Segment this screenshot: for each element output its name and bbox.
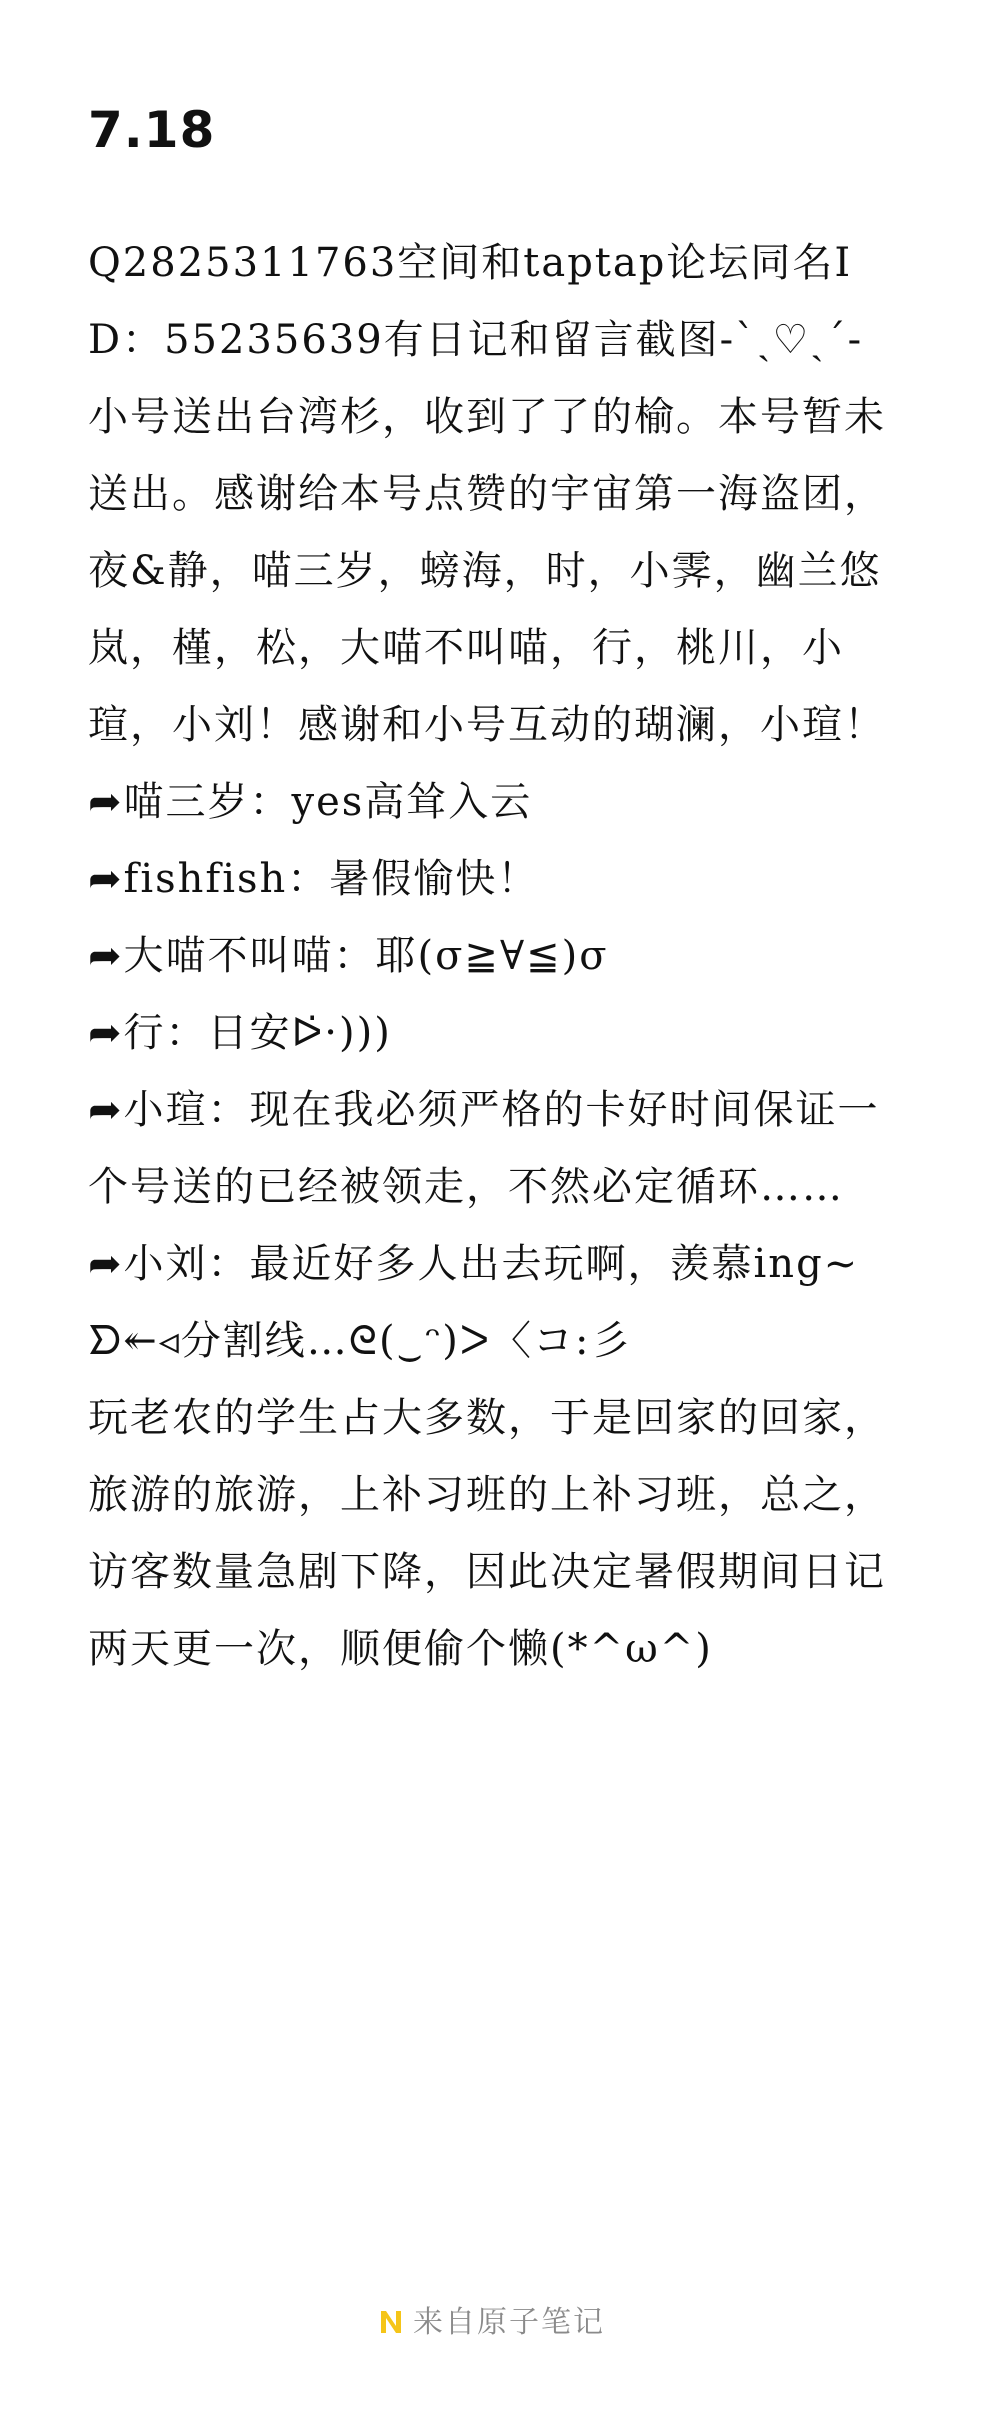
paragraph-thanks: 小号送出台湾杉，收到了了的榆。本号暂未送出。感谢给本号点赞的宇宙第一海盗团，夜&静，喵三岁，螃海，时，小霁，幽兰悠岚，槿，松，大喵不叫喵，行，桃川，小瑄，小刘！感谢和小号互动的瑚澜，小瑄！ — [88, 394, 886, 748]
attribution-text: 来自原子笔记 — [413, 2305, 605, 2340]
reply-fishfish: ➦fishfish：暑假愉快！ — [88, 856, 540, 902]
paragraph-notice: 玩老农的学生占大多数，于是回家的回家，旅游的旅游，上补习班的上补习班，总之，访客数量急剧下降，因此决定暑假期间日记两天更一次，顺便偷个懒(*^ω^) — [88, 1395, 886, 1672]
reply-damiao: ➦大喵不叫喵：耶(σ≧∀≦)σ — [88, 933, 609, 979]
reply-xiaoliu: ➦小刘：最近好多人出去玩啊，羡慕ing~ — [88, 1241, 860, 1287]
reply-miaosansui: ➦喵三岁：yes高耸入云 — [88, 779, 533, 825]
app-attribution — [0, 2303, 984, 2343]
divider-line: ᗤ↞◃分割线…ᘓ(‿ᵔ)ᐳ〈コ:彡 — [88, 1318, 633, 1364]
reply-xiaoxuan: ➦小瑄：现在我必须严格的卡好时间保证一个号送的已经被领走，不然必定循环…… — [88, 1087, 880, 1210]
n-logo-icon — [379, 2306, 403, 2332]
reply-xing: ➦行：日安ᐅ̇·))) — [88, 1010, 392, 1056]
paragraph-contact: Q2825311763空间和taptap论坛同名ID：55235639有日记和留言截图-ˋˏ♡ˎˊ- — [88, 240, 864, 363]
entry-title: 7.18 — [88, 101, 216, 159]
diary-content — [88, 225, 908, 1688]
